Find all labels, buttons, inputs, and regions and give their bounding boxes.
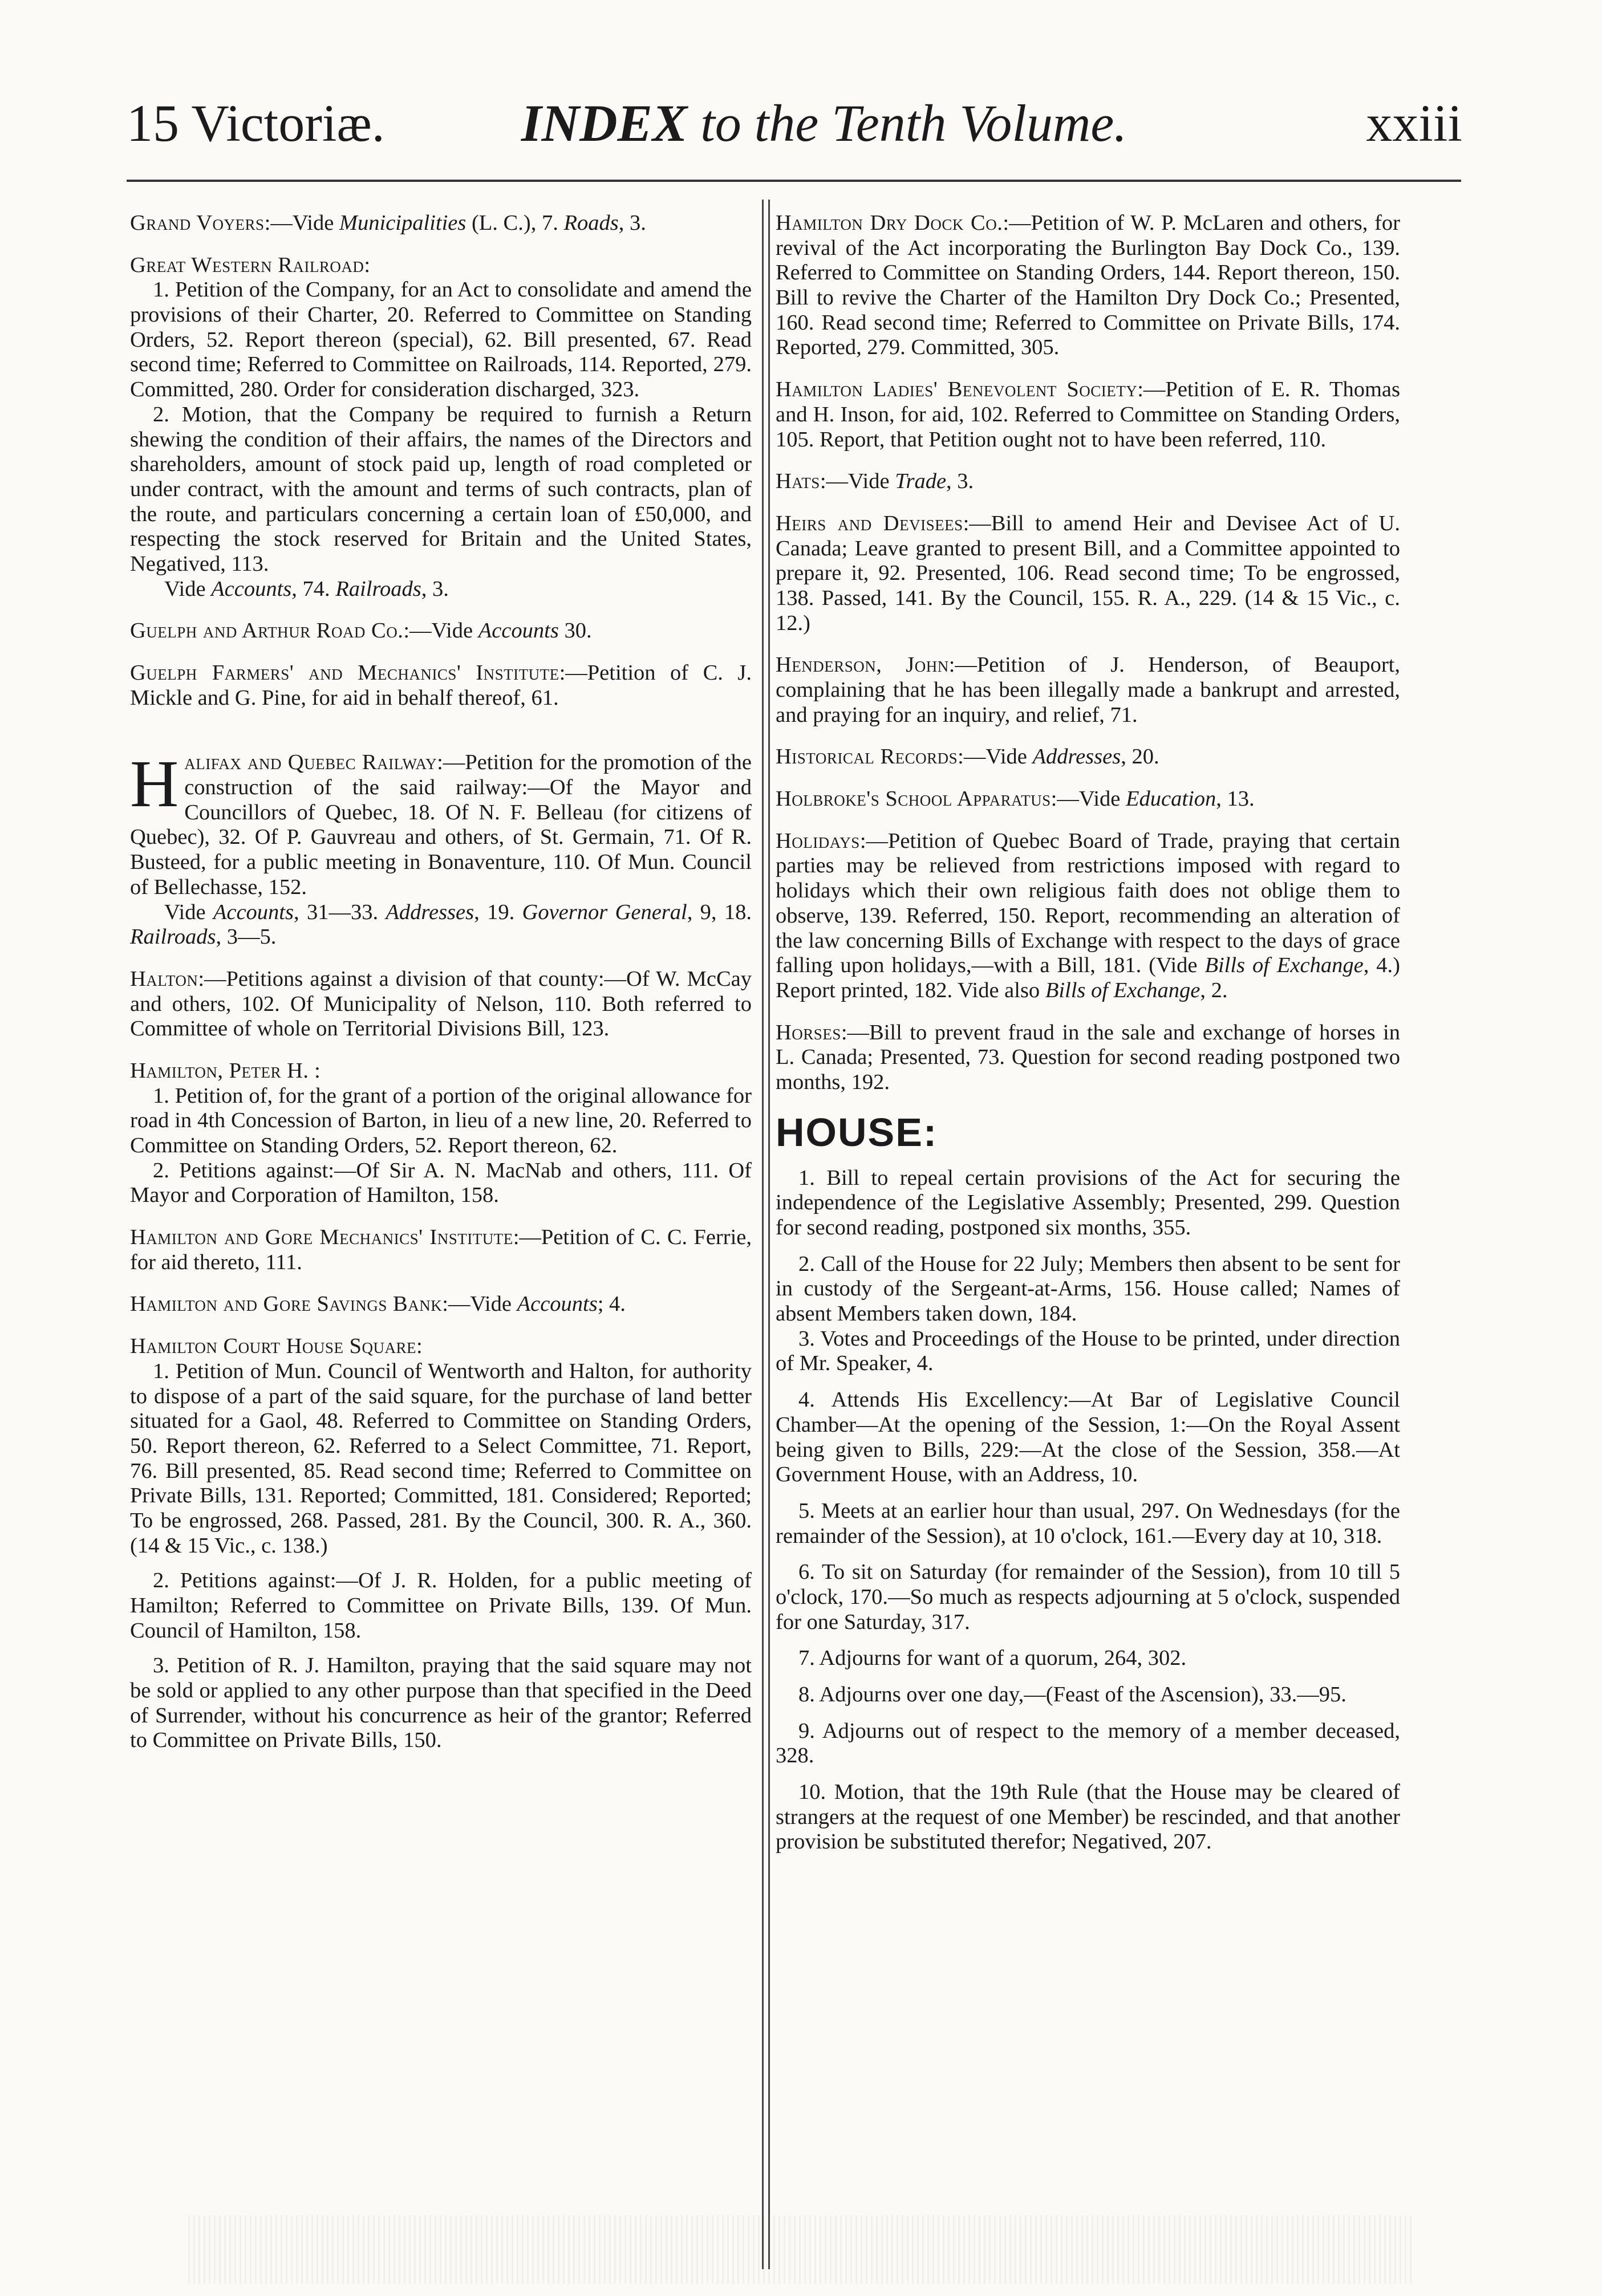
entry-paragraph: 6. To sit on Saturday (for remainder of the Session), from 10 till 5 o'clock, 170.—So much as respects adjourning at 5 o'clock, suspended for one Saturday, 317. bbox=[776, 1560, 1400, 1634]
entry-hamilton-court-house bbox=[130, 1334, 752, 1753]
entry-head: Hamilton and Gore Savings Bank bbox=[130, 1292, 443, 1316]
entry-text bbox=[776, 377, 1400, 452]
entry-body: , 31—33. bbox=[293, 900, 386, 924]
entry-great-western-railroad bbox=[130, 253, 752, 602]
entry-colon: : bbox=[416, 1334, 423, 1359]
left-column bbox=[130, 211, 752, 1770]
entry-paragraph: 8. Adjourns over one day,—(Feast of the Ascension), 33.—95. bbox=[798, 1683, 1347, 1706]
entry-body: , 2. bbox=[1200, 978, 1228, 1002]
entry-body: ; 4. bbox=[597, 1292, 626, 1316]
entry-text bbox=[776, 1021, 1400, 1095]
entry-body: , 13. bbox=[1216, 787, 1255, 811]
entry-head: Hamilton Ladies' Benevolent Society bbox=[776, 377, 1138, 402]
entry-paragraph: 1. Bill to repeal certain provisions of the Act for securing the independence of the Legislative Assembly; Presented, 299. Question for second reading, postponed six months, 355. bbox=[776, 1165, 1400, 1240]
entry-head: Hamilton Dry Dock Co. bbox=[776, 211, 1003, 235]
entry-body: :—Vide bbox=[958, 745, 1033, 769]
entry-text bbox=[776, 829, 1400, 1003]
vide-label: Vide bbox=[164, 576, 212, 601]
entry-hamilton-gore-mechanics bbox=[130, 1225, 752, 1275]
vide-line bbox=[130, 577, 752, 602]
page-number: xxiii bbox=[1366, 94, 1462, 152]
entry-head: Guelph and Arthur Road Co. bbox=[130, 619, 404, 643]
cross-ref: Railroads bbox=[130, 925, 216, 949]
entry-body: , 3. bbox=[618, 211, 646, 235]
entry-body: :—Vide bbox=[403, 619, 478, 643]
entry-body: :—Bill to amend Heir and Devisee Act of U. Canada; Leave granted to present Bill, and a Committee appointed to prepare it, 92. Presented, 106. Read second time; To be engrossed, 138. Passed, 141. By the Council, 155. R. A., 229. (14 & 15 Vic., c. 12.) bbox=[776, 511, 1400, 635]
entry-body: , 20. bbox=[1121, 745, 1159, 769]
entry-head: Hamilton Court House Square bbox=[130, 1334, 416, 1359]
cross-ref: Roads bbox=[563, 211, 619, 235]
entry-head: Historical Records bbox=[776, 745, 958, 769]
entry-halifax-quebec bbox=[130, 746, 752, 950]
entry-head: Horses bbox=[776, 1020, 841, 1045]
entry-horses bbox=[776, 1021, 1400, 1095]
entry-text bbox=[776, 787, 1400, 812]
entry-body: , 74. bbox=[291, 576, 336, 601]
section-gap bbox=[130, 728, 752, 750]
entry-paragraph: 1. Petition of, for the grant of a portion of the original allowance for road in 4th Concession of Barton, in lieu of a new line, 20. Referred to Committee on Standing Orders, 52. Report thereon, 62. bbox=[130, 1083, 752, 1157]
cross-ref: Accounts bbox=[213, 900, 294, 924]
entry-guelph-farmers bbox=[130, 661, 752, 710]
header-title-rest: to the Tenth Volume. bbox=[687, 94, 1128, 152]
entry-paragraph: 1. Petition of the Company, for an Act to consolidate and amend the provisions of their Charter, 20. Referred to Committee on Standing Orders, 52. Report thereon (special), 62. Bill presented, 67. Read second time; Referred to Committee on Railroads, 114. Reported, 279. Committed, 280. Order for consideration discharged, 323. bbox=[130, 278, 752, 402]
entry-title bbox=[130, 1334, 752, 1359]
entry-colon: : bbox=[309, 1058, 321, 1083]
entry-body: , 19. bbox=[474, 900, 522, 924]
entry-body: :—Vide bbox=[442, 1292, 517, 1316]
entry-historical-records bbox=[776, 745, 1400, 770]
entry-body: :—Vide bbox=[1051, 787, 1126, 811]
entry-text bbox=[130, 661, 752, 710]
cross-ref: Municipalities bbox=[339, 211, 467, 235]
cross-ref: Addresses bbox=[386, 900, 474, 924]
entry-colon: : bbox=[364, 253, 371, 277]
right-column bbox=[776, 211, 1400, 1872]
entry-text bbox=[776, 211, 1400, 360]
section-heading-house: HOUSE: bbox=[776, 1110, 938, 1155]
entry-paragraph: 1. Petition of Mun. Council of Wentworth and Halton, for authority to dispose of a part of the said square, for the purchase of land better situated for a Gaol, 48. Referred to Committee on Standing Orders, 50. Report thereon, 62. Referred to a Select Committee, 71. Report, 76. Bill presented, 85. Read second time; Referred to Committee on Private Bills, 131. Reported; Committed, 181. Considered; Reported; To be engrossed, 268. Passed, 281. By the Council, 300. R. A., 360. (14 & 15 Vic., c. 138.) bbox=[130, 1359, 752, 1558]
cross-ref-qualifier: (L. C.) bbox=[466, 211, 531, 235]
entry-halton bbox=[130, 967, 752, 1042]
entry-body: , 3—5. bbox=[216, 925, 277, 949]
paper-texture bbox=[188, 2215, 1414, 2283]
entry-paragraph: 5. Meets at an earlier hour than usual, 297. On Wednesdays (for the remainder of the Session), at 10 o'clock, 161.—Every day at 10, 318. bbox=[776, 1498, 1400, 1548]
entry-head: Halton bbox=[130, 966, 198, 991]
entry-head: Heirs and Devisees bbox=[776, 511, 963, 535]
entry-text bbox=[130, 967, 752, 1042]
entry-body: :—Petition of C. J. Mickle and G. Pine, for aid in behalf thereof, 61. bbox=[130, 661, 752, 710]
entry-hats bbox=[776, 469, 1400, 494]
entry-head: Hats bbox=[776, 469, 820, 494]
entry-body: , 9, 18. bbox=[687, 900, 752, 924]
entry-text bbox=[776, 653, 1400, 728]
header-rule bbox=[127, 180, 1461, 182]
entry-body: :—Bill to prevent fraud in the sale and exchange of horses in L. Canada; Presented, 73. Question for second reading postponed two months, 192. bbox=[776, 1020, 1400, 1094]
cross-ref: Governor General bbox=[522, 900, 687, 924]
entry-body: :—Vide bbox=[264, 211, 339, 235]
cross-ref: Education bbox=[1126, 787, 1216, 811]
entry-head: alifax and Quebec Railway bbox=[184, 750, 437, 775]
entry-body: , 3. bbox=[946, 469, 974, 494]
entry-grand-voyers bbox=[130, 211, 752, 236]
entry-text bbox=[776, 745, 1400, 770]
entry-head: Guelph Farmers' and Mechanics' Institute bbox=[130, 661, 559, 685]
vide-label: Vide bbox=[164, 900, 213, 924]
entry-heirs-devisees bbox=[776, 511, 1400, 636]
entry-body: :—Petitions against a division of that county:—Of W. McCay and others, 102. Of Municipality of Nelson, 110. Both referred to Committee of whole on Territorial Divisions Bill, 123. bbox=[130, 966, 752, 1041]
entry-text bbox=[776, 511, 1400, 636]
entry-body: , 7. bbox=[530, 211, 564, 235]
column-divider bbox=[762, 200, 770, 2269]
drop-cap: H bbox=[130, 746, 179, 822]
entry-text bbox=[130, 1292, 752, 1317]
header-title bbox=[496, 94, 1152, 152]
entry-head: Great Western Railroad bbox=[130, 253, 364, 277]
entry-paragraph: 2. Petitions against:—Of J. R. Holden, for a public meeting of Hamilton; Referred to Committee on Private Bills, 139. Of Mun. Council of Hamilton, 158. bbox=[130, 1568, 752, 1643]
entry-body: :—Vide bbox=[820, 469, 895, 494]
entry-text bbox=[130, 619, 752, 644]
entry-paragraph: 9. Adjourns out of respect to the memory of a member deceased, 328. bbox=[776, 1718, 1400, 1768]
header-title-index: INDEX bbox=[521, 94, 688, 152]
entry-body: :—Petition of E. R. Thomas and H. Inson, for aid, 102. Referred to Committee on Standing Orders, 105. Report, that Petition ought not to have been referred, 110. bbox=[776, 377, 1400, 452]
entry-head: Grand Voyers bbox=[130, 211, 265, 235]
entry-hamilton-dry-dock bbox=[776, 211, 1400, 360]
entry-text bbox=[130, 1225, 752, 1275]
cross-ref: Bills of Exchange bbox=[1204, 953, 1364, 978]
entry-body: :—Petition of W. P. McLaren and others, for revival of the Act incorporating the Burlington Bay Dock Co., 139. Referred to Committee on Standing Orders, 144. Report thereon, 150. Bill to revive the Charter of the Hamilton Dry Dock Co.; Presented, 160. Read second time; Referred to Committee on Private Bills, 174. Reported, 279. Committed, 305. bbox=[776, 211, 1400, 360]
entry-paragraph: 10. Motion, that the 19th Rule (that the House may be cleared of strangers at the request of one Member) be rescinded, and that another provision be substituted therefor; Negatived, 207. bbox=[776, 1780, 1400, 1854]
entry-title bbox=[130, 253, 752, 278]
entry-house bbox=[776, 1112, 1400, 1855]
entry-head: Holbroke's School Apparatus bbox=[776, 787, 1051, 811]
entry-hamilton-gore-savings bbox=[130, 1292, 752, 1317]
entry-body: , 4.) Report printed, 182. Vide also bbox=[776, 953, 1400, 1002]
cross-ref: Accounts bbox=[211, 576, 292, 601]
entry-paragraph: 3. Petition of R. J. Hamilton, praying that the said square may not be sold or applied to any other purpose than that specified in the Deed of Surrender, without his concurrence as heir of the grantor; Referred to Committee on Private Bills, 150. bbox=[130, 1653, 752, 1753]
entry-body: :—Petition of Quebec Board of Trade, praying that certain parties may be relieved from restrictions imposed with regard to holidays which their own religious faith does not oblige them to observe, 139. Referred, 150. Report, recommending an alteration of the law concerning Bills of Exchange with respect to the days of grace falling upon holidays,—with a Bill, 181. (Vide bbox=[776, 828, 1400, 978]
entry-hamilton-ladies bbox=[776, 377, 1400, 452]
cross-ref: Trade bbox=[895, 469, 947, 494]
header-regnal-year: 15 Victoriæ. bbox=[127, 94, 385, 152]
entry-holidays bbox=[776, 829, 1400, 1003]
entry-text bbox=[130, 746, 752, 900]
cross-ref: Addresses bbox=[1032, 745, 1121, 769]
entry-body: 30. bbox=[558, 619, 592, 643]
entry-paragraph: 7. Adjourns for want of a quorum, 264, 302. bbox=[798, 1646, 1187, 1671]
entry-head: Hamilton and Gore Mechanics' Institute bbox=[130, 1225, 513, 1250]
cross-ref: Railroads bbox=[335, 576, 421, 601]
entry-henderson bbox=[776, 653, 1400, 728]
entry-body: :—Petition for the promotion of the construction of the said railway:—Of the Mayor and Councillors of Quebec, 18. Of N. F. Belleau (for citizens of Quebec), 32. Of P. Gauvreau and others, of St. Germain, 71. Of R. Busteed, for a public meeting in Bonaventure, 110. Of Mun. Council of Bellechasse, 152. bbox=[130, 750, 752, 899]
entry-title bbox=[130, 1059, 752, 1084]
entry-paragraph: 2. Motion, that the Company be required to furnish a Return shewing the condition of their affairs, the names of the Directors and shareholders, amount of stock paid up, length of road completed or under contract, with the amount and terms of such contracts, plan of the route, and particulars concerning a certain loan of £50,000, and respecting the stock reserved for Britain and the United States, Negatived, 113. bbox=[130, 402, 752, 576]
entry-paragraph: 3. Votes and Proceedings of the House to be printed, under direction of Mr. Speaker, 4. bbox=[776, 1326, 1400, 1376]
entry-hamilton-peter bbox=[130, 1059, 752, 1208]
entry-body: :—Petition of C. C. Ferrie, for aid thereto, 111. bbox=[130, 1225, 752, 1274]
entry-paragraph: 2. Call of the House for 22 July; Members then absent to be sent for in custody of the Sergeant-at-Arms, 156. House called; Names of absent Members taken down, 184. bbox=[776, 1251, 1400, 1326]
entry-text bbox=[130, 211, 752, 236]
entry-body: :—Petition of J. Henderson, of Beauport, complaining that he has been illegally made a bankrupt and arrested, and praying for an inquiry, and relief, 71. bbox=[776, 653, 1400, 727]
cross-ref: Bills of Exchange bbox=[1045, 978, 1201, 1002]
entry-paragraph: 2. Petitions against:—Of Sir A. N. MacNab and others, 111. Of Mayor and Corporation of Hamilton, 158. bbox=[130, 1158, 752, 1208]
entry-holbroke bbox=[776, 787, 1400, 812]
entry-paragraph: 4. Attends His Excellency:—At Bar of Legislative Council Chamber—At the opening of the Session, 1:—On the Royal Assent being given to Bills, 229:—At the close of the Session, 358.—At Government House, with an Address, 10. bbox=[776, 1388, 1400, 1487]
entry-body: , 3. bbox=[421, 576, 449, 601]
entry-text bbox=[776, 469, 1400, 494]
cross-ref: Accounts bbox=[517, 1292, 598, 1316]
cross-ref: Accounts bbox=[478, 619, 559, 643]
entry-head: Holidays bbox=[776, 828, 860, 853]
entry-guelph-arthur bbox=[130, 619, 752, 644]
entry-head: Hamilton, Peter H. bbox=[130, 1058, 309, 1083]
entry-head: Henderson, John bbox=[776, 653, 949, 677]
vide-line bbox=[130, 900, 752, 950]
